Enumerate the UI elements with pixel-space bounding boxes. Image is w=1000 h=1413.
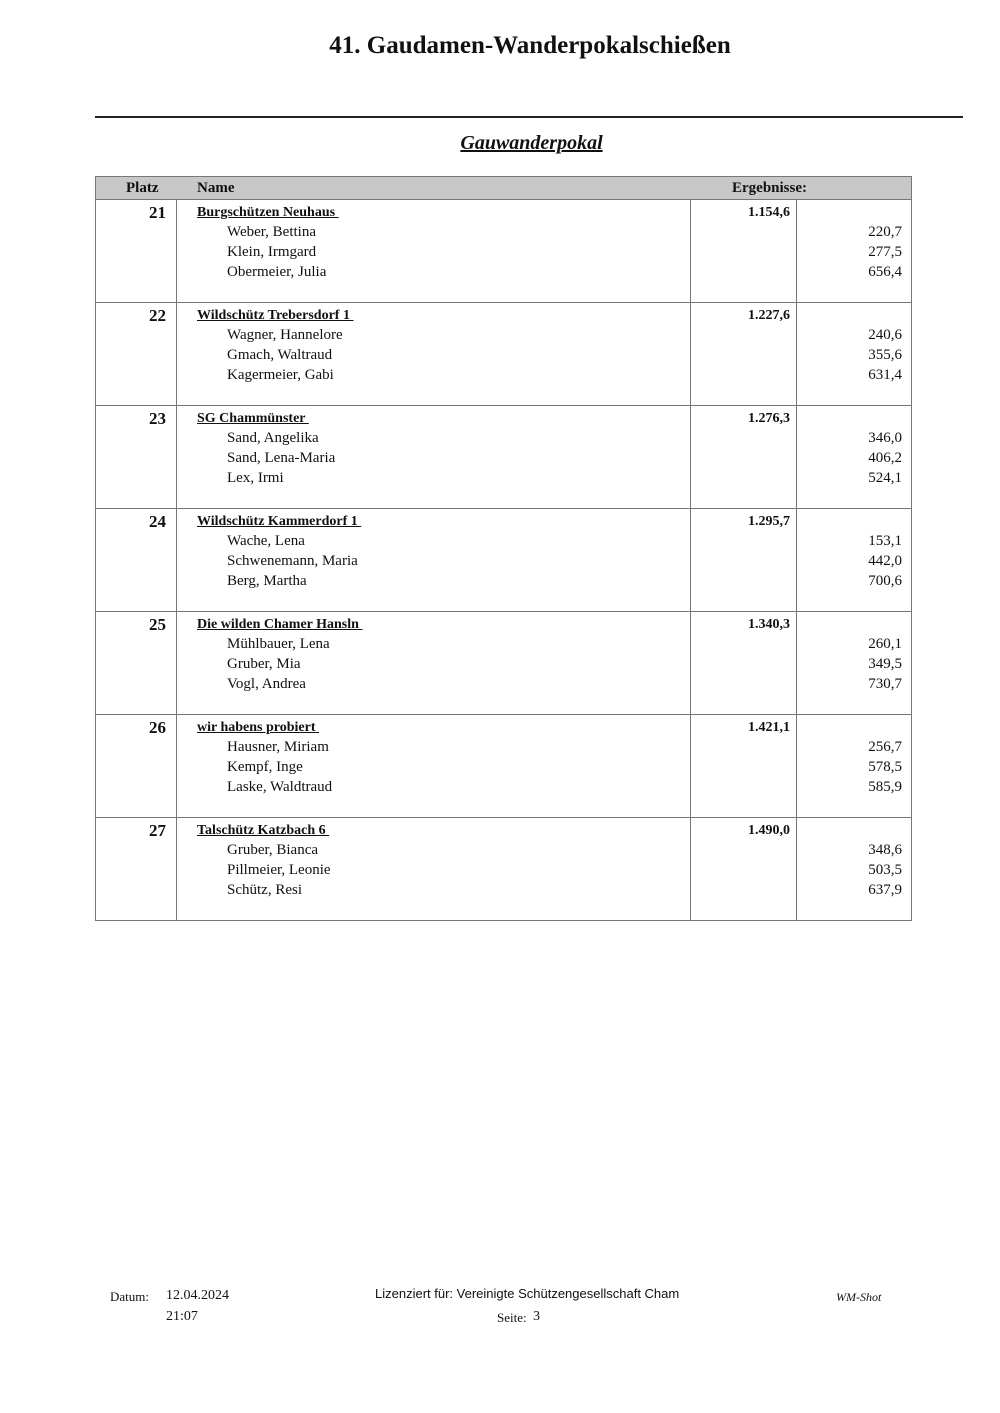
title-divider <box>95 116 963 118</box>
column-divider <box>176 612 177 714</box>
member-name: Vogl, Andrea <box>227 676 306 692</box>
member-score: 260,1 <box>868 636 902 652</box>
team-row <box>95 509 912 612</box>
column-divider <box>796 200 797 302</box>
column-divider <box>690 200 691 302</box>
member-score: 349,5 <box>868 656 902 672</box>
team-name: Talschütz Katzbach 6 <box>197 823 330 838</box>
column-divider <box>176 406 177 508</box>
member-name: Wache, Lena <box>227 533 305 549</box>
team-name: SG Chammünster <box>197 411 309 426</box>
column-divider <box>690 612 691 714</box>
member-score: 637,9 <box>868 882 902 898</box>
team-name: Die wilden Chamer Hansln <box>197 617 363 632</box>
team-name: wir habens probiert <box>197 720 319 735</box>
member-score: 524,1 <box>868 470 902 486</box>
column-divider <box>176 715 177 817</box>
member-score: 406,2 <box>868 450 902 466</box>
member-name: Wagner, Hannelore <box>227 327 343 343</box>
member-name: Lex, Irmi <box>227 470 284 486</box>
member-name: Hausner, Miriam <box>227 739 329 755</box>
member-name: Schütz, Resi <box>227 882 302 898</box>
member-score: 578,5 <box>868 759 902 775</box>
team-rank: 22 <box>149 306 166 325</box>
header-platz: Platz <box>126 180 159 196</box>
member-name: Kempf, Inge <box>227 759 303 775</box>
column-divider <box>796 406 797 508</box>
team-name: Wildschütz Trebersdorf 1 <box>197 308 354 323</box>
member-name: Weber, Bettina <box>227 224 316 240</box>
member-score: 700,6 <box>868 573 902 589</box>
print-date: 12.04.2024 <box>166 1288 229 1303</box>
license-text: Lizenziert für: Vereinigte Schützengesellschaft Cham <box>375 1286 680 1301</box>
member-name: Obermeier, Julia <box>227 264 327 280</box>
team-rank: 26 <box>149 718 166 737</box>
team-total: 1.227,6 <box>748 308 790 323</box>
member-score: 503,5 <box>868 862 902 878</box>
team-row <box>95 715 912 818</box>
team-row <box>95 200 912 303</box>
member-name: Gruber, Bianca <box>227 842 319 858</box>
column-divider <box>690 818 691 920</box>
member-name: Kagermeier, Gabi <box>227 367 334 383</box>
page-title: 41. Gaudamen-Wanderpokalschießen <box>329 32 731 59</box>
member-score: 656,4 <box>868 264 902 280</box>
column-divider <box>690 406 691 508</box>
column-divider <box>796 818 797 920</box>
member-name: Klein, Irmgard <box>227 244 317 260</box>
member-score: 631,4 <box>868 367 902 383</box>
team-row <box>95 818 912 921</box>
results-table <box>95 176 912 921</box>
member-score: 220,7 <box>868 224 902 240</box>
member-name: Gruber, Mia <box>227 656 301 672</box>
column-divider <box>690 715 691 817</box>
column-divider <box>796 303 797 405</box>
member-score: 346,0 <box>868 430 902 446</box>
member-score: 442,0 <box>868 553 902 569</box>
team-total: 1.421,1 <box>748 720 790 735</box>
member-name: Berg, Martha <box>227 573 307 589</box>
column-divider <box>796 509 797 611</box>
member-score: 153,1 <box>868 533 902 549</box>
table-header <box>95 176 912 200</box>
column-divider <box>796 715 797 817</box>
team-total: 1.490,0 <box>748 823 790 838</box>
column-divider <box>796 612 797 714</box>
software-name: WM-Shot <box>836 1290 882 1304</box>
column-divider <box>176 509 177 611</box>
column-divider <box>690 303 691 405</box>
member-name: Pillmeier, Leonie <box>227 862 331 878</box>
section-title: Gauwanderpokal <box>460 132 603 154</box>
member-name: Sand, Lena-Maria <box>227 450 336 466</box>
team-total: 1.276,3 <box>748 411 790 426</box>
team-row <box>95 303 912 406</box>
page-label: Seite: <box>497 1310 527 1325</box>
team-rank: 24 <box>149 512 166 531</box>
member-name: Schwenemann, Maria <box>227 553 358 569</box>
member-name: Sand, Angelika <box>227 430 319 446</box>
column-divider <box>176 303 177 405</box>
header-ergebnisse: Ergebnisse: <box>732 180 807 196</box>
member-score: 585,9 <box>868 779 902 795</box>
table-body <box>95 200 912 921</box>
team-total: 1.154,6 <box>748 205 790 220</box>
header-name: Name <box>197 180 235 196</box>
member-score: 240,6 <box>868 327 902 343</box>
column-divider <box>176 200 177 302</box>
team-name: Burgschützen Neuhaus <box>197 205 339 220</box>
member-score: 348,6 <box>868 842 902 858</box>
print-time: 21:07 <box>166 1309 198 1324</box>
team-rank: 25 <box>149 615 166 634</box>
member-score: 256,7 <box>868 739 902 755</box>
member-name: Laske, Waldtraud <box>227 779 333 795</box>
team-row <box>95 406 912 509</box>
page-number: 3 <box>533 1309 540 1324</box>
team-rank: 23 <box>149 409 166 428</box>
column-divider <box>176 818 177 920</box>
team-total: 1.295,7 <box>748 514 790 529</box>
member-score: 730,7 <box>868 676 902 692</box>
team-rank: 27 <box>149 821 166 840</box>
team-name: Wildschütz Kammerdorf 1 <box>197 514 362 529</box>
team-total: 1.340,3 <box>748 617 790 632</box>
datum-label: Datum: <box>110 1289 149 1304</box>
column-divider <box>690 509 691 611</box>
team-rank: 21 <box>149 203 166 222</box>
member-score: 277,5 <box>868 244 902 260</box>
team-row <box>95 612 912 715</box>
member-name: Mühlbauer, Lena <box>227 636 330 652</box>
member-score: 355,6 <box>868 347 902 363</box>
member-name: Gmach, Waltraud <box>227 347 333 363</box>
